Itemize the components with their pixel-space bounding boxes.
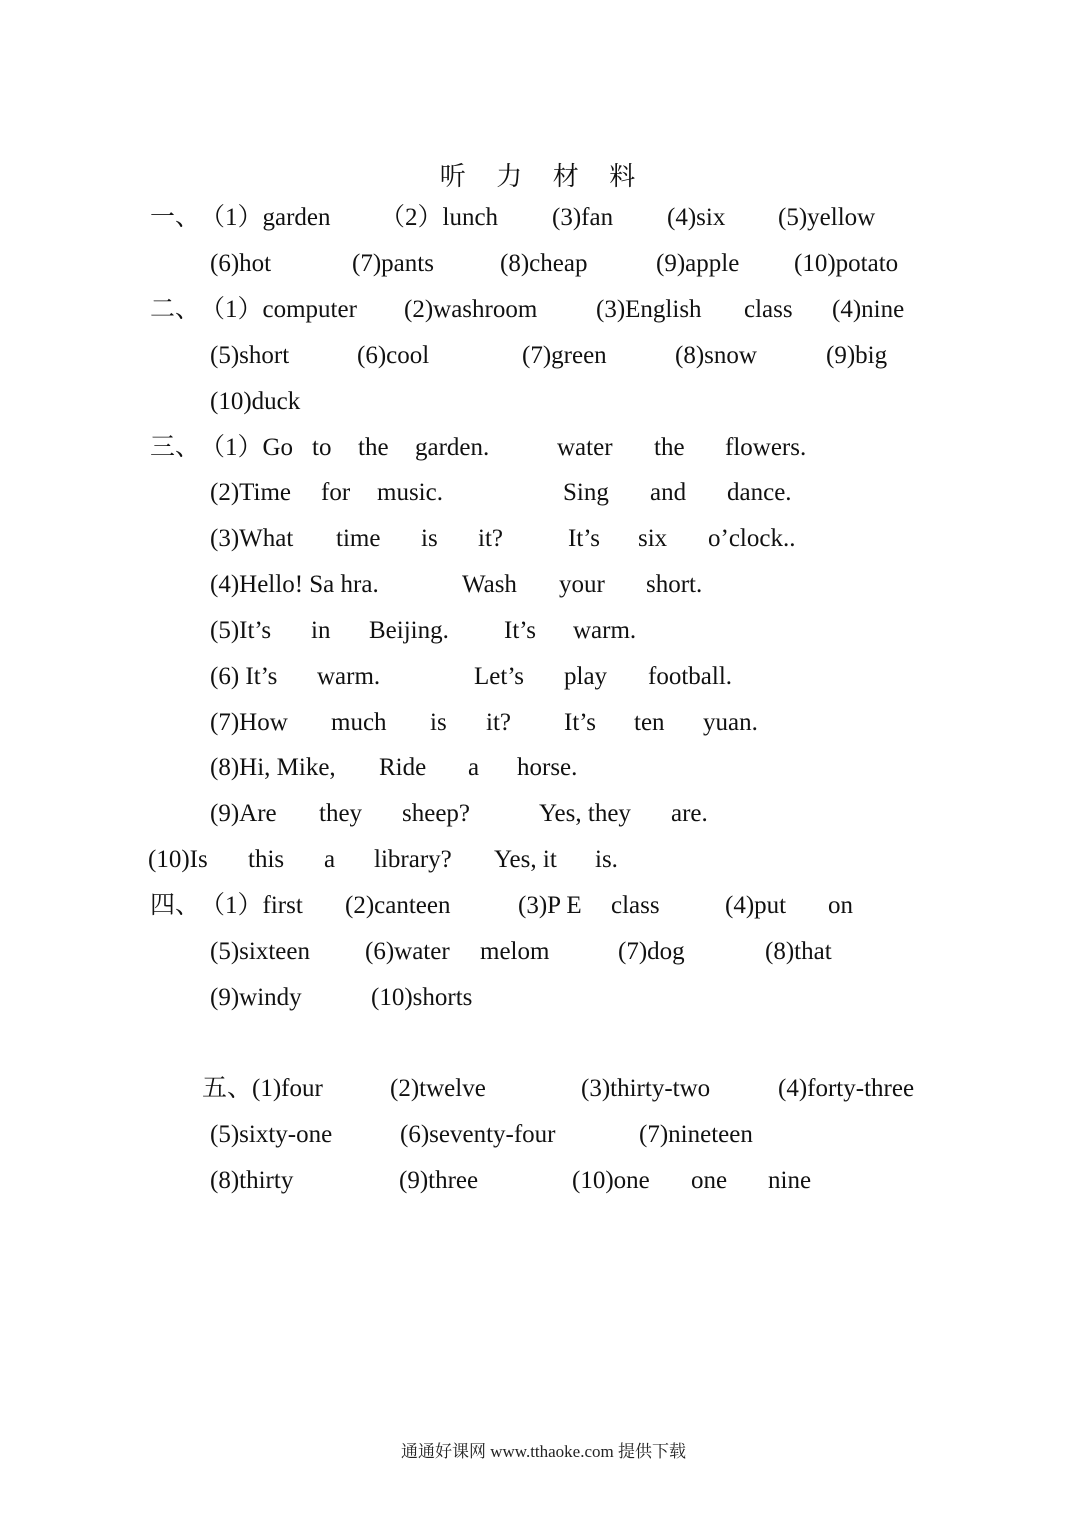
answer-item: (10)Is <box>148 846 208 873</box>
footer-watermark: 通通好课网 www.tthaoke.com 提供下载 <box>400 1442 687 1461</box>
answer-item: yuan. <box>703 709 758 736</box>
answer-item: they <box>319 800 363 827</box>
answer-item: (5)yellow <box>778 204 876 231</box>
answer-item: (8)thirty <box>210 1167 294 1194</box>
answer-item: class <box>611 892 660 919</box>
answer-item: Let’s <box>474 663 524 690</box>
answer-item: (10)shorts <box>371 984 473 1011</box>
answer-item: (4)Hello! Sa hra. <box>210 571 379 598</box>
answer-item: for <box>321 479 351 506</box>
answer-item: Yes, they <box>539 800 631 827</box>
answer-item: It’s <box>568 525 600 552</box>
answer-item: It’s <box>564 709 596 736</box>
answer-item: (9)big <box>826 342 888 369</box>
section-label: 二、 <box>150 296 201 323</box>
answer-item: (8)cheap <box>500 250 588 277</box>
answer-item: (2)washroom <box>404 296 538 323</box>
answer-item: （2）lunch <box>380 204 499 231</box>
section-label: 四、 <box>150 892 201 919</box>
answer-item: warm. <box>573 617 637 644</box>
answer-item: melom <box>480 938 550 965</box>
answer-item: (4)forty-three <box>778 1075 915 1102</box>
answer-item: in <box>311 617 331 644</box>
answer-item: (9)three <box>399 1167 479 1194</box>
answer-item: warm. <box>317 663 381 690</box>
answer-item: (5)It’s <box>210 617 272 644</box>
answer-item: time <box>336 525 381 552</box>
answer-item: six <box>638 525 668 552</box>
answer-item: (7)nineteen <box>639 1121 753 1148</box>
answer-item: (10)one <box>572 1167 650 1194</box>
answer-item: ten <box>634 709 665 736</box>
answer-item: the <box>358 434 389 461</box>
answer-item: nine <box>768 1167 812 1194</box>
answer-item: Beijing. <box>369 617 449 644</box>
answer-item: short. <box>646 571 703 598</box>
answer-item: (2)canteen <box>345 892 451 919</box>
answer-item: sheep? <box>402 800 471 827</box>
answer-item: (9)apple <box>656 250 740 277</box>
answer-item: (8)that <box>765 938 832 965</box>
answer-item: are. <box>671 800 708 827</box>
answer-item: (3)fan <box>552 204 614 231</box>
answer-item: (9)windy <box>210 984 302 1011</box>
answer-item: Wash <box>462 571 517 598</box>
answer-item: horse. <box>517 754 578 781</box>
answer-item: (7)pants <box>352 250 434 277</box>
answer-item: (6)hot <box>210 250 272 277</box>
answer-item: flowers. <box>725 434 807 461</box>
answer-item: (8)Hi, Mike, <box>210 754 336 781</box>
answer-item: （1）garden <box>200 204 331 231</box>
answer-item: your <box>559 571 605 598</box>
answer-item: (3)thirty-two <box>581 1075 711 1102</box>
answer-item: is. <box>595 846 618 873</box>
answer-item: （1）Go <box>200 434 294 461</box>
answer-item: football. <box>648 663 733 690</box>
answer-item: this <box>248 846 285 873</box>
answer-item: (5)short <box>210 342 290 369</box>
answer-item: library? <box>374 846 452 873</box>
answer-item: (4)six <box>667 204 726 231</box>
section-label: 三、 <box>150 434 201 461</box>
answer-item: much <box>331 709 387 736</box>
answer-item: to <box>312 434 332 461</box>
answer-item: class <box>744 296 793 323</box>
answer-item: Ride <box>379 754 427 781</box>
section-label: 一、 <box>150 204 201 231</box>
page-title: 听 力 材 料 <box>439 162 648 191</box>
answer-item: (3)P E <box>518 892 582 919</box>
answer-item: (7)dog <box>618 938 685 965</box>
answer-item: it? <box>478 525 503 552</box>
answer-item: (3)English <box>596 296 702 323</box>
answer-item: （1）first <box>200 892 303 919</box>
answer-item: dance. <box>727 479 792 506</box>
answer-item: (7)green <box>522 342 607 369</box>
answer-item: (6) It’s <box>210 663 278 690</box>
answer-item: on <box>828 892 853 919</box>
answer-item: Yes, it <box>494 846 557 873</box>
answer-item: (10)duck <box>210 388 301 415</box>
answer-item: (10)potato <box>794 250 899 277</box>
answer-item: a <box>324 846 336 873</box>
answer-item: garden. <box>415 434 490 461</box>
answer-item: (4)nine <box>832 296 905 323</box>
answer-item: o’clock.. <box>708 525 796 552</box>
section-label: 五、 <box>202 1075 253 1102</box>
answer-item: (3)What <box>210 525 294 552</box>
answer-item: (8)snow <box>675 342 757 369</box>
answer-item: （1）computer <box>200 296 357 323</box>
answer-item: (4)put <box>725 892 787 919</box>
answer-item: is <box>421 525 438 552</box>
answer-item: it? <box>486 709 511 736</box>
answer-item: water <box>557 434 613 461</box>
answer-item: (2)Time <box>210 479 292 506</box>
answer-item: (5)sixty-one <box>210 1121 333 1148</box>
answer-item: a <box>468 754 480 781</box>
answer-item: (6)seventy-four <box>400 1121 556 1148</box>
answer-item: the <box>654 434 685 461</box>
answer-item: (5)sixteen <box>210 938 310 965</box>
answer-item: (1)four <box>252 1075 323 1102</box>
answer-item: (9)Are <box>210 800 277 827</box>
answer-item: play <box>564 663 608 690</box>
answer-item: Sing <box>563 479 609 506</box>
answer-item: (6)water <box>365 938 450 965</box>
answer-item: (7)How <box>210 709 288 736</box>
answer-item: and <box>650 479 687 506</box>
answer-item: (2)twelve <box>390 1075 486 1102</box>
answer-item: It’s <box>504 617 536 644</box>
answer-item: music. <box>377 479 443 506</box>
answer-item: is <box>430 709 447 736</box>
answer-item: one <box>691 1167 728 1194</box>
answer-item: (6)cool <box>357 342 430 369</box>
